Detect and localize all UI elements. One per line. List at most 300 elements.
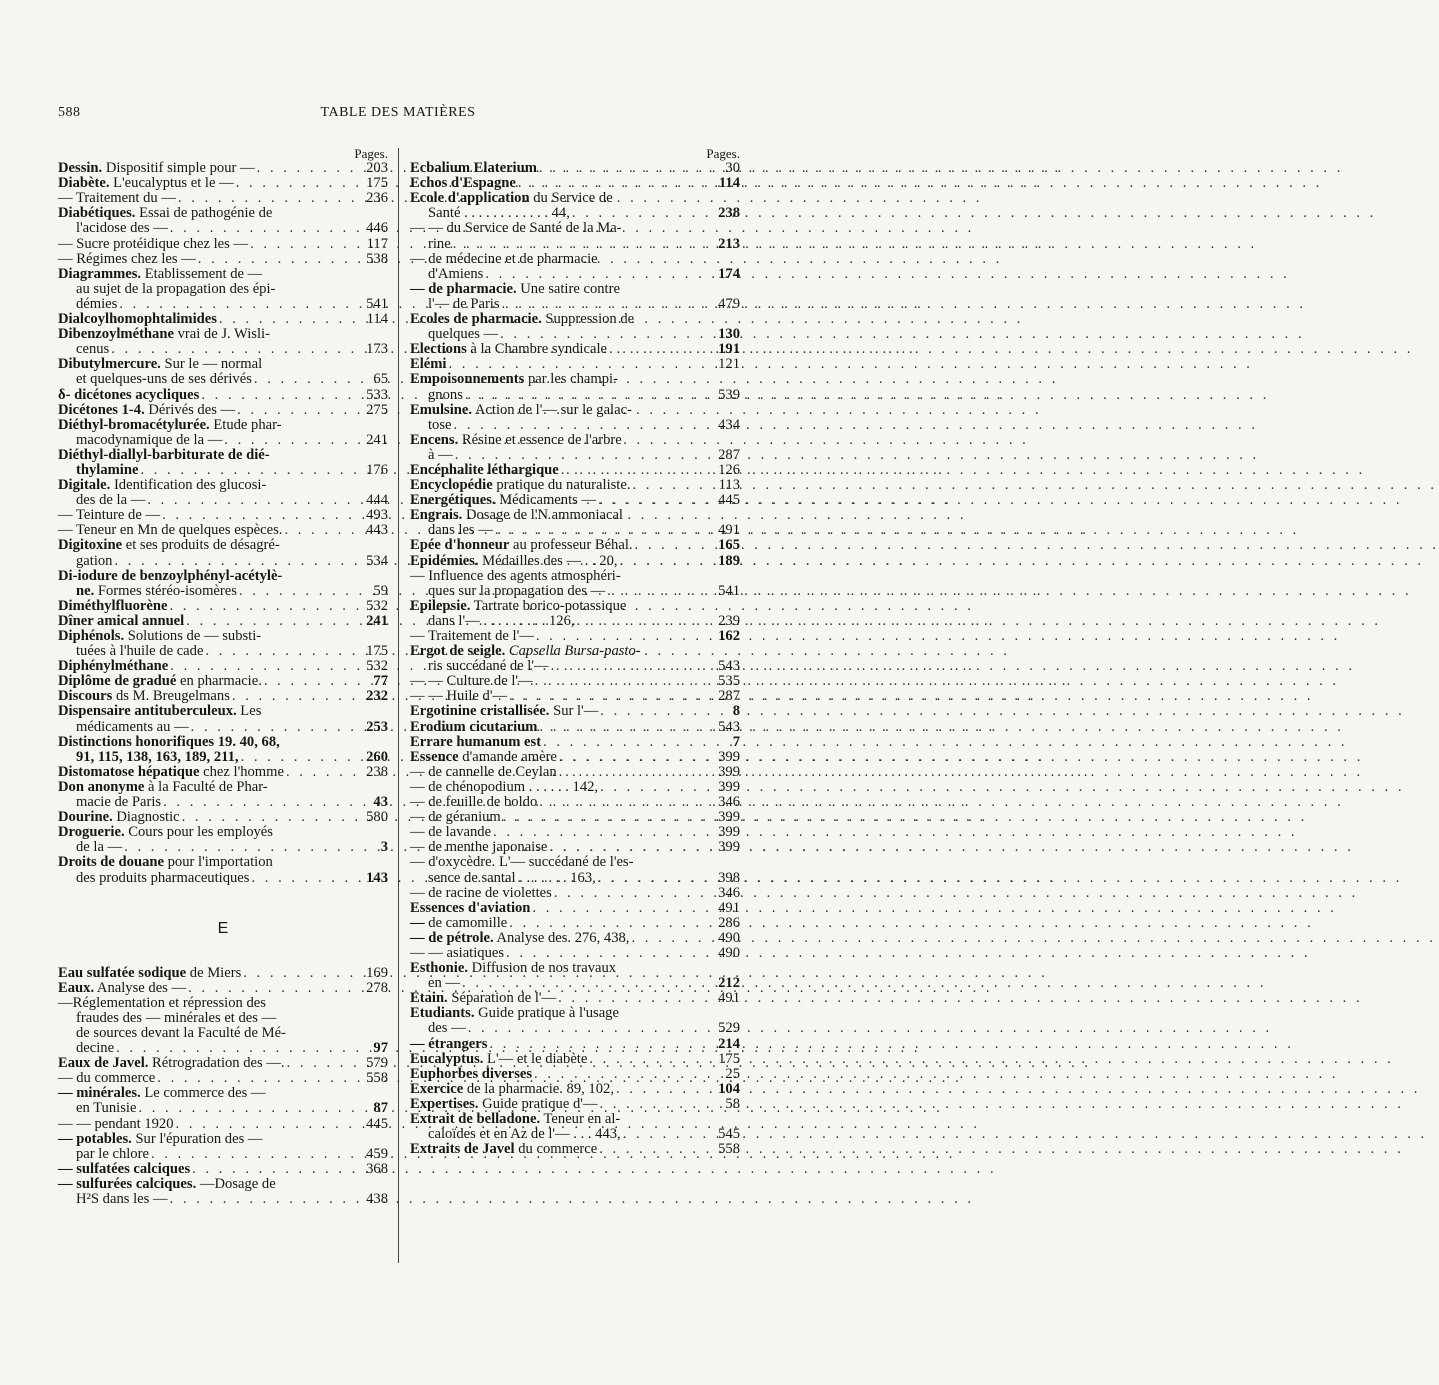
- dot-leader: [539, 795, 712, 810]
- index-line: [58, 1177, 388, 1192]
- page-reference: 579: [366, 1055, 388, 1072]
- index-entry: [410, 463, 740, 478]
- page-reference: 97: [373, 1040, 388, 1057]
- dot-leader: [182, 810, 360, 825]
- index-entry: [410, 1037, 740, 1052]
- index-entry: [58, 433, 388, 448]
- dot-leader: [465, 388, 712, 403]
- entry-text: sence de santal . . . . . . . 163,: [428, 869, 596, 886]
- entry-text: Dispositif simple pour —: [102, 160, 255, 177]
- entry-headword: Diphénylméthane: [58, 658, 169, 675]
- entry-text: des de la —: [76, 492, 146, 509]
- dot-leader: [598, 493, 712, 508]
- index-entry: [410, 629, 740, 644]
- index-line: [410, 855, 740, 870]
- entry-text: pour l'importation: [163, 854, 273, 871]
- entry-headword: Droits de douane: [58, 854, 164, 871]
- dot-leader: [506, 946, 712, 961]
- index-entry: [410, 327, 740, 342]
- entry-label: [410, 750, 557, 765]
- entry-label: [410, 735, 541, 750]
- entry-label: [410, 1052, 587, 1067]
- entry-text: Une satire contre: [516, 280, 620, 297]
- entry-text: — de géranium: [410, 809, 501, 826]
- entry-text: tose: [428, 416, 452, 433]
- dot-leader: [600, 704, 712, 719]
- entry-headword: Ergot de seigle.: [410, 643, 506, 660]
- entry-headword: Elémi: [410, 356, 447, 373]
- entry-text: des produits pharmaceutiques: [76, 869, 250, 886]
- page-title: TABLE DES MATIÈRES: [320, 105, 476, 120]
- entry-label: [76, 720, 189, 735]
- page-reference: 7: [732, 733, 740, 750]
- entry-text: — Régimes chez les —: [58, 250, 196, 267]
- page-reference: 169: [366, 964, 388, 981]
- page-reference: 126: [718, 461, 740, 478]
- dot-leader: [495, 523, 712, 538]
- entry-text: Etablissement de —: [141, 265, 263, 282]
- entry-text: tuées à l'huile de cade: [76, 643, 204, 660]
- page-reference: 438: [366, 1191, 388, 1207]
- page-reference: 236: [366, 190, 388, 207]
- entry-label: [410, 357, 446, 372]
- index-entry: [410, 161, 740, 176]
- page-number: 588: [58, 105, 81, 120]
- entry-headword: Etudiants.: [410, 1005, 475, 1022]
- page-reference: 399: [718, 763, 740, 780]
- dot-leader: [188, 981, 360, 996]
- entry-headword: Diagrammes.: [58, 265, 142, 282]
- index-line: [58, 855, 388, 870]
- entry-label: [58, 981, 186, 996]
- entry-text: dans les —: [428, 522, 493, 539]
- entry-text: L'eucalyptus et le —: [109, 175, 234, 192]
- entry-text: — Teneur en Mn de quelques espèces.: [58, 522, 283, 539]
- index-line: [58, 478, 388, 493]
- dot-leader: [170, 1192, 360, 1207]
- index-entry: [58, 1147, 388, 1162]
- entry-text: de camomille: [428, 914, 508, 931]
- entry-text: à la Faculté de Phar-: [144, 778, 268, 795]
- entry-headword: Dibenzoylméthane: [58, 326, 174, 343]
- page-reference: 174: [718, 265, 740, 282]
- entry-label: [410, 538, 633, 553]
- page-reference: 241: [366, 431, 388, 448]
- entry-label: [76, 297, 117, 312]
- entry-headword: Ergotinine cristallisée.: [410, 703, 550, 720]
- dot-leader: [219, 312, 360, 327]
- entry-label: [428, 1127, 621, 1142]
- index-entry: [410, 237, 740, 252]
- dot-leader: [186, 614, 360, 629]
- index-line: [410, 961, 740, 976]
- page-reference: 203: [366, 160, 388, 177]
- entry-headword: Epée d'honneur: [410, 537, 510, 554]
- dot-leader: [448, 357, 712, 372]
- page-reference: 275: [366, 401, 388, 418]
- entry-text: Capsella Bursa-pasto-: [505, 643, 641, 660]
- entry-headword: Energétiques.: [410, 492, 496, 509]
- index-entry: [58, 674, 388, 689]
- dot-leader: [572, 206, 712, 221]
- page-reference: 399: [718, 809, 740, 826]
- page-reference: 175: [366, 175, 388, 192]
- page-reference: 8: [732, 703, 740, 720]
- entry-text: Identification des glucosi-: [110, 477, 267, 494]
- entry-label: [58, 523, 282, 538]
- page-reference: 162: [718, 628, 740, 644]
- dot-leader: [264, 674, 360, 689]
- entry-text: — Teinture de —: [58, 507, 161, 524]
- entry-headword: Distomatose hépatique: [58, 763, 200, 780]
- index-entry: [58, 750, 388, 765]
- entry-text: — de racine de violettes: [410, 884, 552, 901]
- entry-headword: Droguerie.: [58, 824, 125, 841]
- entry-label: [410, 554, 618, 569]
- entry-headword: Digitale.: [58, 477, 111, 494]
- index-line: [58, 825, 388, 840]
- entry-text: decine: [76, 1040, 115, 1057]
- dot-leader: [162, 508, 360, 523]
- entry-text: —Dosage de: [196, 1175, 276, 1192]
- page-reference: 121: [718, 356, 740, 373]
- index-line: [58, 267, 388, 282]
- page-reference: 278: [366, 979, 388, 996]
- entry-label: [410, 161, 537, 176]
- entry-headword: Diéthyl-bromacétylurée.: [58, 416, 210, 433]
- index-entry: [58, 981, 388, 996]
- entry-text: du Service de: [529, 190, 613, 207]
- entry-label: [410, 795, 537, 810]
- dot-leader: [503, 810, 712, 825]
- entry-text: —Réglementation et répression des: [58, 994, 266, 1011]
- page-reference: 532: [366, 597, 388, 614]
- entry-text: Etude phar-: [209, 416, 282, 433]
- page-reference: 368: [366, 1160, 388, 1177]
- entry-text: Action de l'— sur le galac-: [472, 401, 632, 418]
- entry-label: [58, 1162, 190, 1177]
- page-reference: 113: [718, 477, 740, 494]
- index-entry: [410, 720, 740, 735]
- entry-text: Santé . . . . . . . . . . . . 44,: [428, 205, 570, 222]
- dot-leader: [509, 916, 712, 931]
- index-entry: [58, 237, 388, 252]
- index-line: [410, 372, 740, 387]
- index-entry: [410, 478, 740, 493]
- page-reference: 191: [718, 341, 740, 358]
- index-entry: [58, 403, 388, 418]
- entry-label: [428, 448, 453, 463]
- entry-text: L'— et le diabète: [483, 1050, 588, 1067]
- dot-leader: [224, 433, 360, 448]
- entry-label: [76, 433, 222, 448]
- entry-label: [428, 976, 460, 991]
- entry-headword: Extrait de belladone.: [410, 1111, 541, 1127]
- page-reference: 260: [366, 748, 388, 765]
- entry-label: [76, 644, 203, 659]
- index-entry: [410, 584, 740, 599]
- index-entry: [410, 267, 740, 282]
- entry-text: — de médecine et de pharmacie: [410, 250, 598, 267]
- index-entry: [410, 1067, 740, 1082]
- entry-headword: Dessin.: [58, 160, 103, 177]
- entry-text: à —: [428, 446, 453, 463]
- index-entry: [410, 206, 740, 221]
- index-entry: [410, 689, 740, 704]
- index-entry: [58, 191, 388, 206]
- dot-leader: [468, 1021, 712, 1036]
- entry-headword: Digitoxine: [58, 537, 123, 554]
- entry-label: [428, 871, 596, 886]
- entry-text: caloïdes et en Az de l'— . . . 443,: [428, 1126, 621, 1143]
- entry-text: ris succédané de l'—: [428, 658, 549, 675]
- index-column-left: [58, 146, 388, 1207]
- entry-text: H²S dans les —: [76, 1191, 168, 1207]
- entry-text: — de chénopodium . . . . . . 142,: [410, 778, 599, 795]
- entry-headword: Epidémies.: [410, 552, 479, 569]
- index-entry: [58, 554, 388, 569]
- entry-label: [76, 493, 145, 508]
- index-line: [58, 1026, 388, 1041]
- entry-headword: Dispensaire antituberculeux.: [58, 703, 237, 720]
- index-entry: [410, 976, 740, 991]
- index-line: [410, 191, 740, 206]
- entry-label: [76, 795, 161, 810]
- page-reference: 253: [366, 718, 388, 735]
- entry-label: [410, 825, 491, 840]
- entry-text: cenus: [76, 341, 110, 358]
- index-entry: [58, 463, 388, 478]
- index-entry: [58, 221, 388, 236]
- entry-label: [428, 297, 500, 312]
- page-reference: 398: [718, 869, 740, 886]
- index-entry: [410, 418, 740, 433]
- entry-text: Résine et essence de l'arbre: [458, 431, 622, 448]
- page-reference: 580: [366, 809, 388, 826]
- entry-text: — Influence des agents atmosphéri-: [410, 567, 621, 584]
- index-entry: [410, 1082, 740, 1097]
- index-column-right: [410, 146, 740, 1157]
- page-reference: 399: [718, 748, 740, 765]
- entry-label: [428, 614, 575, 629]
- index-entry: [58, 765, 388, 780]
- dot-leader: [462, 976, 712, 991]
- entry-label: [428, 388, 463, 403]
- dot-leader: [539, 161, 712, 176]
- index-entry: [58, 659, 388, 674]
- index-entry: [58, 720, 388, 735]
- index-entry: [58, 871, 388, 886]
- dot-leader: [254, 372, 360, 387]
- entry-label: [410, 780, 598, 795]
- entry-text: Dosage de l'N ammoniacal: [462, 507, 623, 524]
- entry-headword: Don anonyme: [58, 778, 145, 795]
- page-reference: 399: [718, 839, 740, 856]
- entry-headword: — sulfatées calciques: [58, 1160, 191, 1177]
- index-entry: [410, 704, 740, 719]
- page-reference: 479: [718, 295, 740, 312]
- page-reference: 532: [366, 658, 388, 675]
- entry-headword: Eaux de Javel.: [58, 1055, 149, 1072]
- index-line: [58, 538, 388, 553]
- index-line: [410, 282, 740, 297]
- index-line: [410, 403, 740, 418]
- dot-leader: [633, 478, 713, 493]
- index-line: [410, 599, 740, 614]
- index-entry: [58, 508, 388, 523]
- page-reference: 446: [366, 220, 388, 237]
- index-entry: [410, 538, 740, 553]
- dot-leader: [600, 780, 712, 795]
- entry-text: vrai de J. Wisli-: [173, 326, 270, 343]
- page-reference: 65: [373, 371, 388, 388]
- page-reference: 189: [718, 552, 740, 569]
- entry-text: Le commerce des —: [140, 1085, 266, 1102]
- index-entry: [410, 448, 740, 463]
- page-reference: 25: [725, 1065, 740, 1082]
- index-entry: [58, 1071, 388, 1086]
- dot-leader: [599, 1097, 712, 1112]
- entry-headword: Dîner amical annuel: [58, 612, 185, 629]
- entry-text: Tartrate borico-potassique: [470, 597, 627, 614]
- index-line: [58, 569, 388, 584]
- dot-leader: [559, 765, 712, 780]
- page-reference: 130: [718, 326, 740, 343]
- page-reference: 443: [366, 522, 388, 539]
- entry-label: [410, 1082, 614, 1097]
- entry-text: Médicaments —: [495, 492, 597, 509]
- dot-leader: [635, 538, 712, 553]
- dot-leader: [198, 252, 360, 267]
- page-reference: 346: [718, 884, 740, 901]
- entry-headword: Diabétiques.: [58, 205, 136, 222]
- page-reference: 175: [718, 1050, 740, 1067]
- entry-label: [428, 237, 451, 252]
- entry-headword: Ecbalium Elaterium: [410, 160, 537, 177]
- index-entry: [58, 1056, 388, 1071]
- dot-leader: [119, 297, 360, 312]
- dot-leader: [237, 403, 360, 418]
- entry-label: [76, 463, 138, 478]
- page-reference: 58: [725, 1095, 740, 1112]
- page-reference: 444: [366, 492, 388, 509]
- index-entry: [410, 946, 740, 961]
- section-letter: E: [217, 919, 229, 937]
- page-reference: 241: [366, 612, 388, 629]
- entry-headword: Esthonie.: [410, 960, 468, 977]
- index-entry: [58, 176, 388, 191]
- page-reference: 165: [718, 537, 740, 554]
- page-reference: 538: [366, 250, 388, 267]
- entry-label: [410, 720, 537, 735]
- dot-leader: [589, 1052, 712, 1067]
- entry-headword: Diabète.: [58, 175, 110, 192]
- entry-text: démies: [76, 295, 118, 312]
- index-line: [410, 221, 740, 236]
- entry-headword: Extraits de Javel: [410, 1141, 515, 1158]
- entry-text: macodynamique de la —: [76, 431, 223, 448]
- page-reference: 43: [373, 794, 388, 811]
- page-reference: 491: [718, 990, 740, 1007]
- index-entry: [410, 991, 740, 1006]
- entry-headword: Ecoles de pharmacie.: [410, 311, 542, 328]
- index-line: [58, 704, 388, 719]
- dot-leader: [454, 418, 712, 433]
- page-reference: 490: [718, 929, 740, 946]
- entry-label: [410, 886, 552, 901]
- entry-headword: 91, 115, 138, 163, 189, 211,: [76, 748, 239, 765]
- index-entry: [58, 161, 388, 176]
- entry-text: Médailles des — . . 20,: [478, 552, 618, 569]
- entry-text: au professeur Béhal.: [509, 537, 633, 554]
- index-line: [410, 644, 740, 659]
- entry-headword: Dourine.: [58, 809, 113, 826]
- dot-leader: [558, 991, 712, 1006]
- index-entry: [410, 901, 740, 916]
- dot-leader: [534, 1067, 712, 1082]
- page-reference: 213: [718, 235, 740, 252]
- dot-leader: [116, 1041, 360, 1056]
- entry-text: — de feuille de boldo: [410, 794, 538, 811]
- index-entry: [58, 599, 388, 614]
- dot-leader: [493, 825, 712, 840]
- dot-leader: [192, 1162, 360, 1177]
- entry-label: [58, 810, 180, 825]
- page-reference: 491: [718, 522, 740, 539]
- entry-headword: Echos d'Espagne: [410, 175, 516, 192]
- page-reference: 286: [718, 914, 740, 931]
- entry-label: [428, 523, 493, 538]
- page-reference: 59: [373, 582, 388, 599]
- dot-leader: [453, 237, 712, 252]
- entry-label: [428, 1021, 466, 1036]
- index-line: [58, 780, 388, 795]
- entry-text: d'amande amère: [458, 748, 557, 765]
- page-reference: 558: [366, 1070, 388, 1087]
- entry-text: médicaments au —: [76, 718, 189, 735]
- dot-leader: [169, 599, 360, 614]
- page-reference: 214: [718, 1035, 740, 1052]
- entry-label: [410, 840, 547, 855]
- entry-headword: Eucalyptus.: [410, 1050, 484, 1067]
- entry-text: — — Huile d'—: [410, 688, 508, 705]
- entry-headword: thylamine: [76, 461, 139, 478]
- entry-label: [58, 388, 199, 403]
- entry-text: macie de Paris: [76, 794, 162, 811]
- entry-label: [428, 327, 498, 342]
- entry-headword: Dibutylmercure.: [58, 356, 161, 373]
- page-reference: 558: [718, 1141, 740, 1158]
- entry-text: Diagnostic: [112, 809, 180, 826]
- index-entry: [58, 493, 388, 508]
- dot-leader: [205, 644, 360, 659]
- index-entry: [410, 795, 740, 810]
- entry-label: [58, 237, 248, 252]
- dot-leader: [616, 1082, 712, 1097]
- dot-leader: [559, 750, 712, 765]
- entry-label: [410, 478, 631, 493]
- entry-headword: Expertises.: [410, 1095, 479, 1112]
- entry-text: — de lavande: [410, 824, 492, 841]
- dot-leader: [257, 161, 360, 176]
- entry-headword: Emulsine.: [410, 401, 473, 418]
- entry-label: [58, 403, 235, 418]
- entry-label: [58, 765, 284, 780]
- entry-label: [410, 176, 516, 191]
- entry-headword: Distinctions honorifiques 19. 40, 68,: [58, 733, 280, 750]
- index-entry: [58, 297, 388, 312]
- entry-text: d'Amiens: [428, 265, 484, 282]
